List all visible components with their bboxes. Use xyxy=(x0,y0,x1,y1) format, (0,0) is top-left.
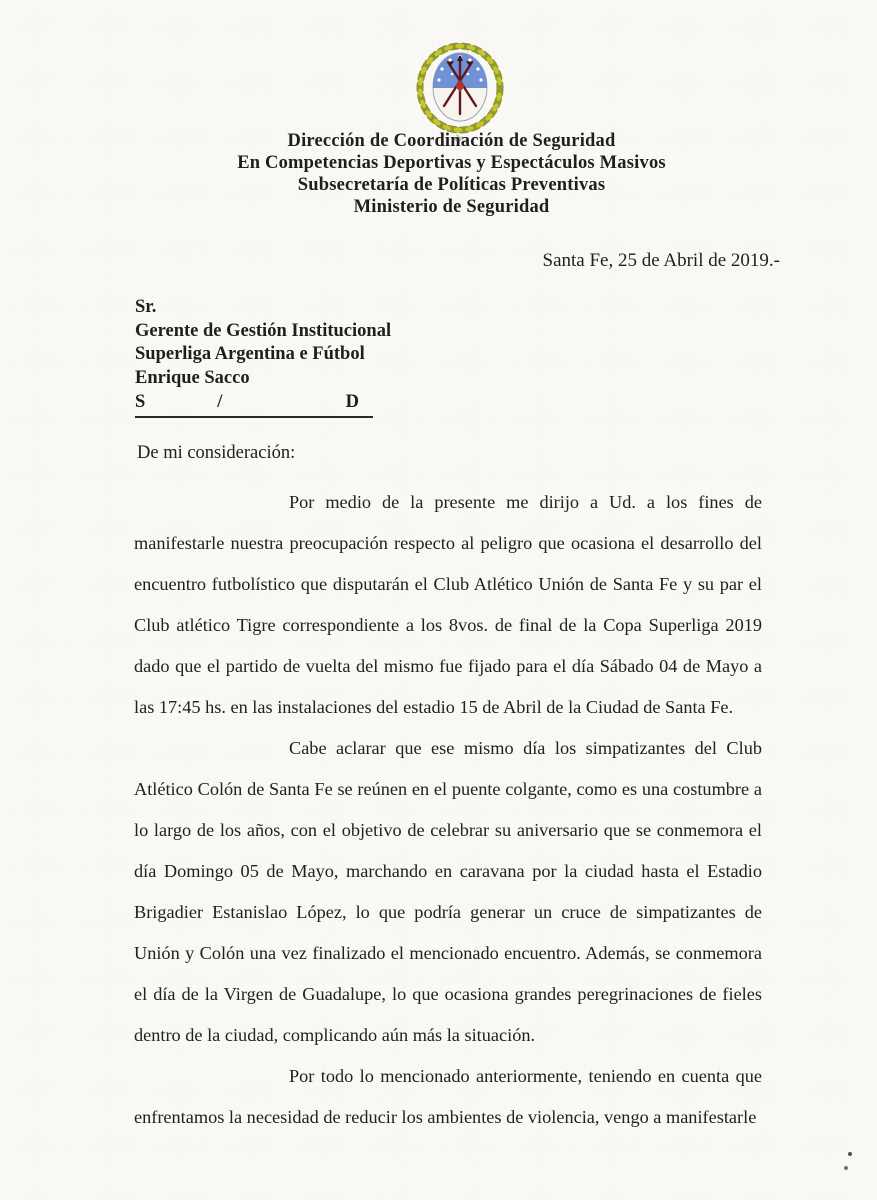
letterhead-line: Dirección de Coordinación de Seguridad xyxy=(287,131,616,151)
destination-sd-line xyxy=(135,391,373,418)
letterhead-line: Ministerio de Seguridad xyxy=(353,197,550,217)
paragraph: Por todo lo mencionado anteriormente, teniendo en cuenta que enfrentamos la necesidad de reducir los ambientes de violencia, vengo a manifestarle xyxy=(134,1066,762,1127)
dateline: Santa Fe, 25 de Abril de 2019.- xyxy=(542,250,780,271)
recipient-line: Superliga Argentina e Fútbol xyxy=(135,344,365,364)
recipient-line: Enrique Sacco xyxy=(135,367,250,388)
letterhead-line: Subsecretaría de Políticas Preventivas xyxy=(297,175,606,195)
letterhead xyxy=(0,130,877,218)
recipient-line: Sr. xyxy=(135,297,157,317)
scan-speckle xyxy=(848,1152,852,1156)
paragraph: Por medio de la presente me dirijo a Ud. a los fines de manifestarle nuestra preocupación respecto al peligro que ocasiona el desarrollo del encuentro futbolístico que disputarán el Club Atlético Unión de Santa Fe y su par el Club atlético Tigre correspondiente a los 8vos. de final de la Copa Superliga 2019 dado que el partido de vuelta del mismo fue fijado para el día Sábado 04 de Mayo a las 17:45 hs. en las instalaciones del estadio 15 de Abril de la Ciudad de Santa Fe. xyxy=(134,492,762,717)
letter-body xyxy=(134,482,762,1138)
salutation: De mi consideración: xyxy=(137,443,296,463)
recipient-block xyxy=(135,296,391,418)
sd-right: D xyxy=(345,392,359,412)
recipient-line: Gerente de Gestión Institucional xyxy=(135,320,392,341)
scan-speckle xyxy=(844,1166,848,1170)
letterhead-line: En Competencias Deportivas y Espectáculos Masivos xyxy=(237,153,666,173)
sd-separator: / xyxy=(217,392,223,412)
paragraph: Cabe aclarar que ese mismo día los simpatizantes del Club Atlético Colón de Santa Fe se reúnen en el puente colgante, como es una costumbre a lo largo de los años, con el objetivo de celebrar su aniversario que se conmemora el día Domingo 05 de Mayo, marchando en caravana por la ciudad hasta el Estadio Brigadier Estanislao López, lo que podría generar un cruce de simpatizantes de Unión y Colón una vez finalizado el mencionado encuentro. Además, se conmemora el día de la Virgen de Guadalupe, lo que ocasiona grandes peregrinaciones de fieles dentro de la ciudad, complicando aún más la situación. xyxy=(134,738,762,1045)
sd-left: S xyxy=(135,392,146,412)
